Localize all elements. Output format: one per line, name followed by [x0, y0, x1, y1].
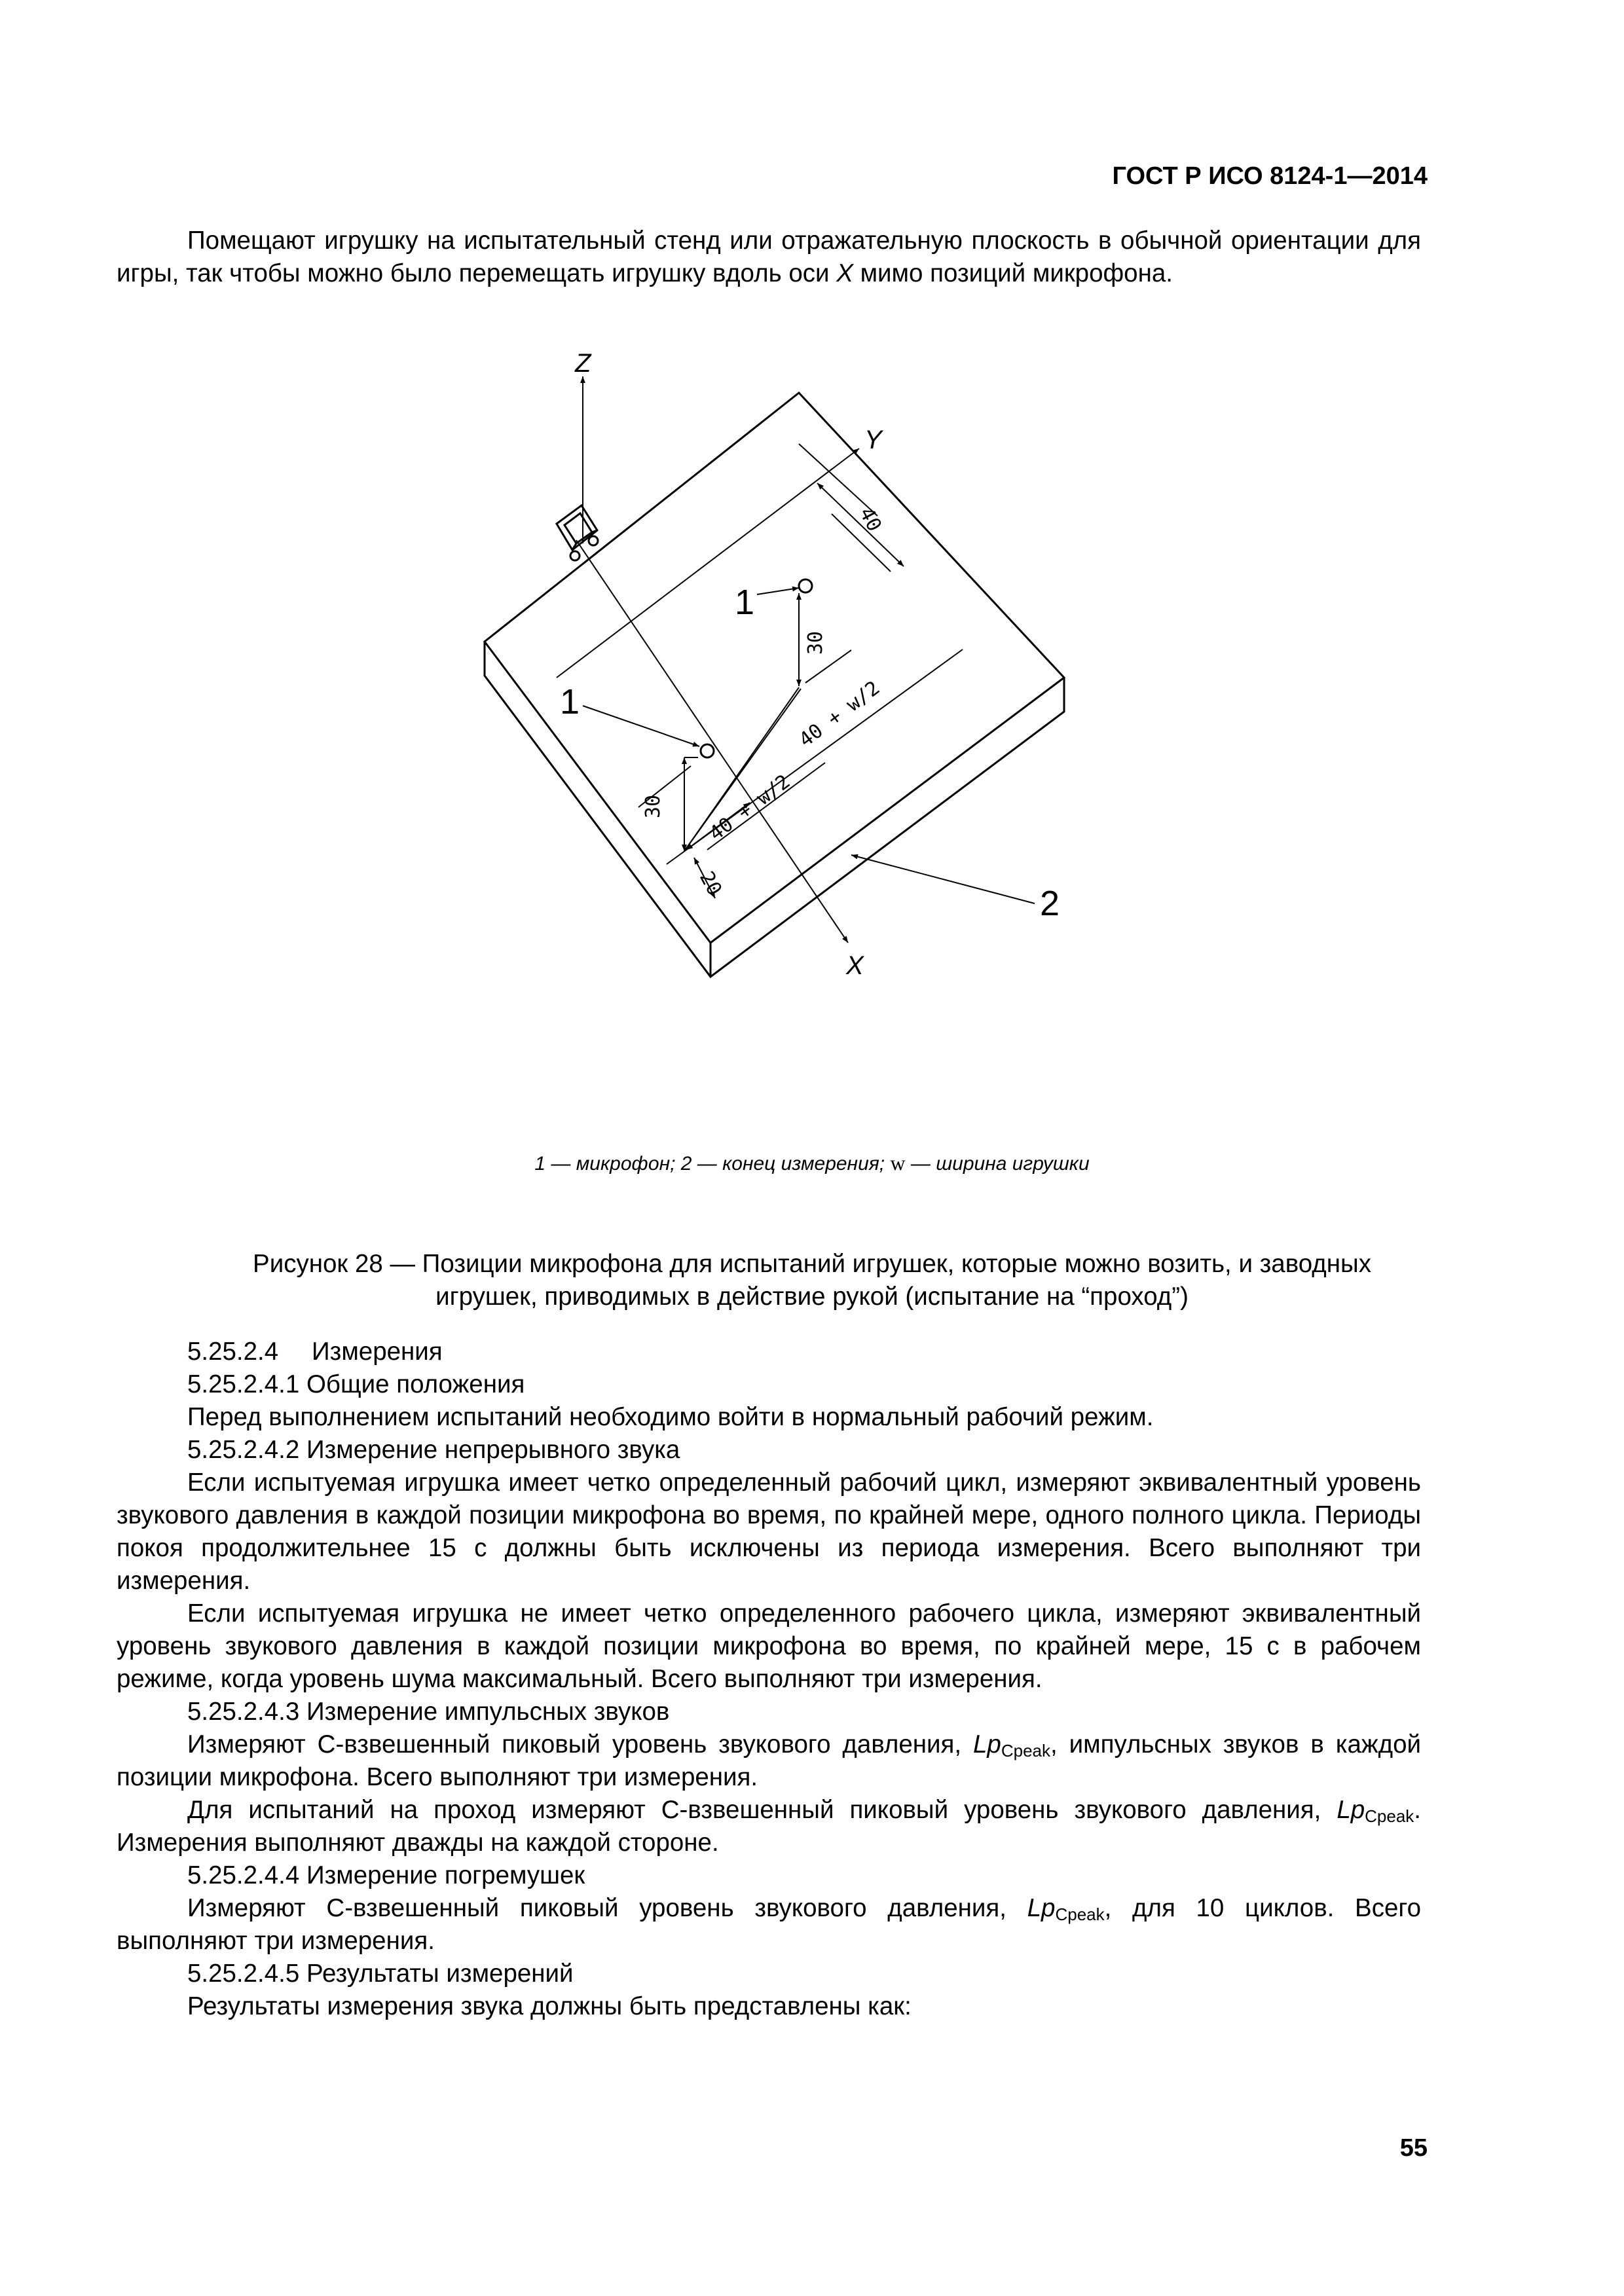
paragraph: Измеряют С-взвешенный пиковый уровень звукового давления, $Lp_{Cpeak}$, импульсных звуков в каждой позиции микрофона. Всего выполняют три измерения.: [117, 1730, 1421, 1791]
figure-legend: 1 — микрофон; 2 — конец измерения; w — ширина игрушки: [534, 1151, 1090, 1175]
dim-30-right-label: 30: [804, 630, 827, 655]
intro-paragraph: Помещают игрушку на испытательный стенд или отражательную плоскость в обычной ориентации для игры, так чтобы можно было перемещать игрушку вдоль оси X мимо позиций микрофона.: [117, 227, 1421, 287]
paragraph: Измеряют С-взвешенный пиковый уровень звукового давления, $Lp_{Cpeak}$, для 10 циклов. Всего выполняют три измерения.: [117, 1894, 1422, 1955]
toy-wheel: [589, 536, 598, 545]
toy-wheel: [570, 551, 580, 560]
axis-x-label: X: [846, 951, 864, 980]
paragraph: Перед выполнением испытаний необходимо войти в нормальный рабочий режим.: [187, 1403, 1154, 1431]
axis-x-ref: X: [836, 259, 853, 287]
paragraph: Для испытаний на проход измеряют С-взвешенный пиковый уровень звукового давления, $Lp_{Cpeak}$. Измерения выполняют дважды на каждой стороне.: [117, 1796, 1421, 1857]
dim-20-label: 20: [694, 867, 726, 900]
figure-28-diagram: [458, 347, 1113, 1133]
page-number: 55: [1399, 2134, 1428, 2162]
section-heading: 5.25.2.4.2 Измерение непрерывного звука: [187, 1436, 680, 1464]
axis-y-label: Y: [864, 426, 882, 454]
microphone-1-right: [799, 579, 812, 592]
figure-caption: Рисунок 28 — Позиции микрофона для испытаний игрушек, которые можно возить, и заводных игрушек, приводимых в действие рукой (испытание на “проход”): [253, 1250, 1371, 1311]
leader-2: [851, 855, 1035, 903]
body-text: [117, 1336, 1421, 2023]
section-heading: 5.25.2.4.4 Измерение погремушек: [187, 1861, 585, 1889]
dim-40-label: 40: [854, 503, 886, 536]
dim-40w-label-a: 40 + w/2: [705, 770, 795, 846]
axis-z-label: Z: [575, 349, 591, 378]
paragraph: Если испытуемая игрушка имеет четко определенный рабочий цикл, измеряют эквивалентный уровень звукового давления в каждой позиции микрофона во время, по крайней мере, одного полного цикла. Периоды покоя продолжительнее 15 с должны быть исключены из периода измерения. Всего выполняют три измерения.: [117, 1468, 1421, 1595]
paragraph: Результаты измерения звука должны быть представлены как:: [187, 1992, 912, 2020]
standard-header: ГОСТ Р ИСО 8124-1—2014: [1112, 162, 1428, 190]
section-heading: 5.25.2.4 Измерения: [187, 1338, 443, 1366]
section-heading: 5.25.2.4.5 Результаты измерений: [187, 1959, 574, 1988]
microphone-1-left: [701, 744, 714, 757]
section-heading: 5.25.2.4.3 Измерение импульсных звуков: [187, 1698, 670, 1726]
mic-label-1-left: 1: [560, 682, 580, 721]
mic-label-1-right: 1: [735, 583, 755, 622]
paragraph: Если испытуемая игрушка не имеет четко определенного рабочего цикла, измеряют эквивалентный уровень звукового давления в каждой позиции микрофона во время, по крайней мере, 15 с в рабочем режиме, когда уровень шума максимальный. Всего выполняют три измерения.: [117, 1599, 1421, 1693]
dim-40w-label-b: 40 + w/2: [794, 676, 885, 752]
section-heading: 5.25.2.4.1 Общие положения: [187, 1370, 525, 1398]
test-plate-top: [485, 393, 1064, 943]
dim-30-left-label: 30: [642, 794, 665, 818]
end-label-2: 2: [1040, 884, 1060, 923]
